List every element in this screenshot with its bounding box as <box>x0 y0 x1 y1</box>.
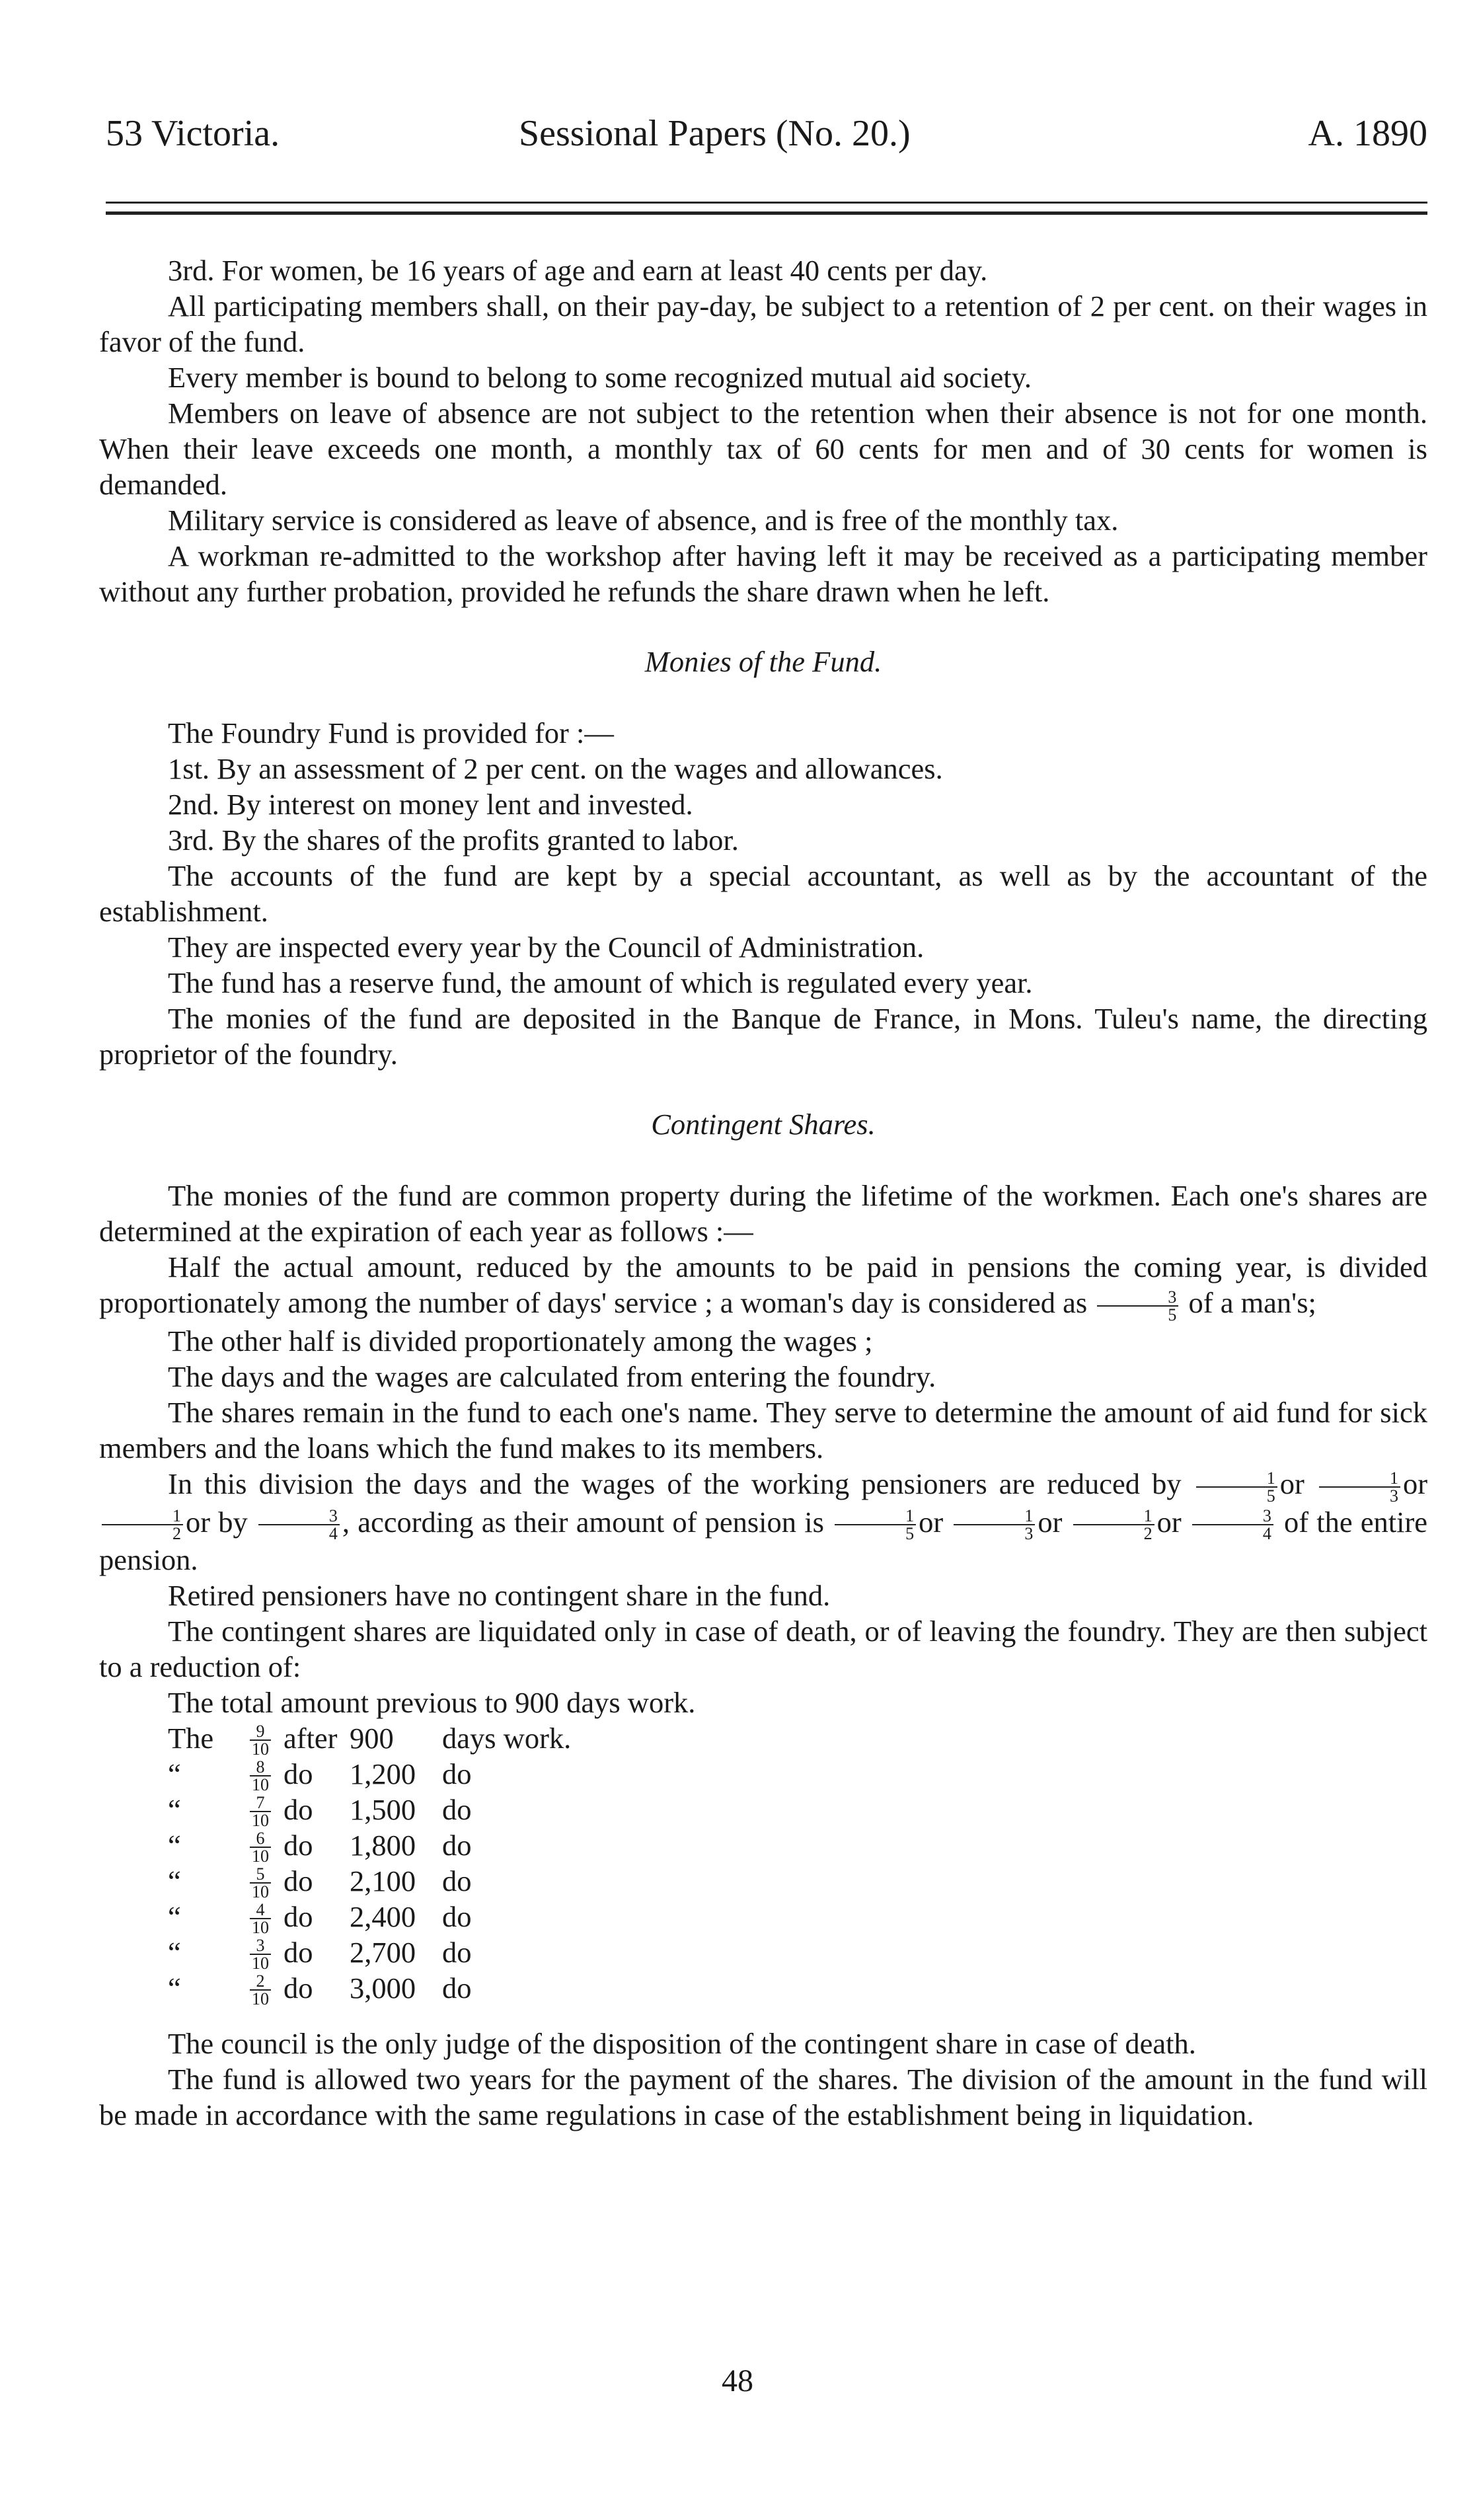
schedule-days: 2,400 <box>350 1900 416 1934</box>
paragraph: Retired pensioners have no contingent share in the fund. <box>168 1579 831 1613</box>
paragraph: The Foundry Fund is provided for :— <box>168 716 614 749</box>
fraction <box>1097 1289 1178 1323</box>
fraction-denominator: 10 <box>252 1775 269 1795</box>
schedule-row <box>168 1827 1427 1866</box>
schedule-days: 1,500 <box>350 1793 416 1827</box>
fraction-denominator: 5 <box>1266 1486 1275 1506</box>
schedule-word: after <box>284 1722 338 1755</box>
schedule-word: do <box>284 1900 313 1934</box>
paragraph-text: or <box>1156 1505 1182 1539</box>
header-year: A. 1890 <box>1308 113 1427 154</box>
paragraph: The contingent shares are liquidated only in case of death, or of leaving the foundry. They are then subject to a reduction of: <box>99 1615 1427 1684</box>
fraction-numerator: 1 <box>954 1508 1035 1525</box>
schedule-days: 2,100 <box>350 1864 416 1898</box>
schedule-fraction <box>237 1826 284 1864</box>
fraction-numerator: 1 <box>835 1508 916 1525</box>
reduction-schedule <box>168 1720 1427 2009</box>
header-rule-thick <box>106 211 1427 215</box>
fraction-denominator: 10 <box>252 1989 269 2009</box>
fraction <box>250 1937 271 1971</box>
paragraph: Members on leave of absence are not subject to the retention when their absence is not for one month. When their leave exceeds one month, a monthly tax of 60 cents for men and of 30 cents for women is demanded. <box>99 397 1427 501</box>
fraction-denominator: 3 <box>1389 1486 1398 1506</box>
fraction <box>1073 1508 1154 1542</box>
fraction-denominator: 10 <box>252 1882 269 1902</box>
paragraph: All participating members shall, on their pay-day, be subject to a retention of 2 per cent. on their wages in favor of the fund. <box>99 289 1427 358</box>
fraction <box>1192 1508 1273 1542</box>
schedule-prefix: “ <box>168 1900 181 1934</box>
schedule-days: 2,700 <box>350 1936 416 1969</box>
fraction <box>1319 1470 1400 1504</box>
schedule-row <box>168 1756 1427 1795</box>
header-volume: 53 Victoria. <box>106 113 280 154</box>
fraction-numerator: 3 <box>1097 1289 1178 1307</box>
fraction-denominator: 10 <box>252 1954 269 1973</box>
schedule-row <box>168 1970 1427 2009</box>
section-heading-monies: Monies of the Fund. <box>644 645 882 678</box>
page-body <box>99 252 1427 2133</box>
fraction-denominator: 10 <box>252 1918 269 1938</box>
fraction-numerator: 3 <box>258 1508 340 1525</box>
fraction <box>250 1866 271 1900</box>
schedule-fraction <box>237 1969 284 2007</box>
fraction <box>1196 1470 1277 1504</box>
schedule-word: do <box>284 1971 313 2005</box>
schedule-fraction <box>237 1897 284 1936</box>
paragraph-half-amount <box>99 1249 1427 1323</box>
paragraph-text: of the entire pension. <box>99 1505 1428 1577</box>
schedule-prefix: “ <box>168 1971 181 2005</box>
fraction-denominator: 5 <box>905 1524 915 1544</box>
paragraph-text: , according as their amount of pension is <box>342 1505 824 1539</box>
schedule-row <box>168 1792 1427 1831</box>
header-rule-thin <box>106 202 1427 204</box>
paragraph: The days and the wages are calculated from entering the foundry. <box>168 1359 936 1393</box>
fraction-denominator: 4 <box>328 1524 338 1544</box>
paragraph-text: In this division the days and the wages of the working pensioners are reduced by <box>168 1467 1182 1500</box>
schedule-days: 900 <box>350 1722 394 1755</box>
paragraph-text: Half the actual amount, reduced by the amounts to be paid in pensions the coming year, is divided proportionately among the number of days' service ; a woman's day is considered as <box>99 1250 1427 1319</box>
fraction-numerator: 3 <box>250 1937 271 1955</box>
fraction <box>250 1794 271 1829</box>
paragraph-text: or <box>919 1505 944 1539</box>
schedule-fraction <box>237 1790 284 1829</box>
schedule-row <box>168 1934 1427 1973</box>
fraction-numerator: 1 <box>1196 1470 1277 1488</box>
schedule-suffix: do <box>442 1900 472 1934</box>
paragraph: The total amount previous to 900 days work. <box>168 1686 696 1720</box>
fraction <box>954 1508 1035 1542</box>
schedule-fraction <box>237 1933 284 1971</box>
fraction-numerator: 1 <box>102 1508 183 1525</box>
schedule-days: 3,000 <box>350 1971 416 2005</box>
paragraph: The fund is allowed two years for the payment of the shares. The division of the amount in the fund will be made in accordance with the same regulations in case of the establishment being in liquidation. <box>99 2063 1427 2132</box>
paragraph-text: or <box>1038 1505 1063 1539</box>
fraction-denominator: 5 <box>1168 1305 1177 1324</box>
schedule-word: do <box>284 1829 313 1862</box>
paragraph: The accounts of the fund are kept by a special accountant, as well as by the accountant of the establishment. <box>99 859 1427 928</box>
schedule-prefix: “ <box>168 1757 181 1791</box>
schedule-days: 1,800 <box>350 1829 416 1862</box>
fraction-numerator: 7 <box>250 1794 271 1812</box>
fraction <box>258 1508 340 1542</box>
fraction-numerator: 3 <box>1192 1508 1273 1525</box>
fraction-denominator: 10 <box>252 1811 269 1831</box>
fraction-denominator: 2 <box>172 1524 181 1544</box>
fraction <box>102 1508 183 1542</box>
schedule-fraction <box>237 1719 284 1757</box>
fraction <box>250 1901 271 1936</box>
fraction-denominator: 10 <box>252 1739 269 1759</box>
schedule-prefix: The <box>168 1722 214 1755</box>
schedule-fraction <box>237 1755 284 1793</box>
fraction-numerator: 6 <box>250 1830 271 1848</box>
schedule-suffix: do <box>442 1793 472 1827</box>
paragraph: The fund has a reserve fund, the amount of which is regulated every year. <box>168 966 1033 999</box>
schedule-prefix: “ <box>168 1936 181 1969</box>
page-number: 48 <box>722 2363 753 2398</box>
schedule-word: do <box>284 1757 313 1791</box>
fraction-numerator: 5 <box>250 1866 271 1884</box>
paragraph: 2nd. By interest on money lent and invested. <box>168 788 693 821</box>
paragraph-text: or <box>1279 1467 1305 1500</box>
fraction <box>250 1830 271 1864</box>
schedule-days: 1,200 <box>350 1757 416 1791</box>
paragraph: 1st. By an assessment of 2 per cent. on the wages and allowances. <box>168 752 943 785</box>
fraction-denominator: 10 <box>252 1847 269 1866</box>
paragraph: 3rd. By the shares of the profits granted to labor. <box>168 823 739 857</box>
fraction-numerator: 2 <box>250 1973 271 1991</box>
paragraph: Military service is considered as leave of absence, and is free of the monthly tax. <box>168 504 1119 537</box>
fraction-numerator: 1 <box>1073 1508 1154 1525</box>
fraction-denominator: 3 <box>1024 1524 1034 1544</box>
schedule-suffix: do <box>442 1864 472 1898</box>
fraction <box>250 1723 271 1757</box>
paragraph: The shares remain in the fund to each one's name. They serve to determine the amount of aid fund for sick members and the loans which the fund makes to its members. <box>99 1395 1427 1465</box>
section-heading-contingent: Contingent Shares. <box>651 1108 876 1141</box>
fraction <box>250 1973 271 2007</box>
fraction-denominator: 2 <box>1143 1524 1153 1544</box>
schedule-suffix: do <box>442 1971 472 2005</box>
paragraph: They are inspected every year by the Council of Administration. <box>168 931 925 964</box>
fraction <box>250 1759 271 1793</box>
paragraph: 3rd. For women, be 16 years of age and earn at least 40 cents per day. <box>168 254 988 287</box>
paragraph: The other half is divided proportionately among the wages ; <box>168 1324 873 1357</box>
schedule-row <box>168 1899 1427 1938</box>
schedule-row <box>168 1863 1427 1902</box>
schedule-prefix: “ <box>168 1793 181 1827</box>
schedule-fraction <box>237 1862 284 1900</box>
running-header <box>106 112 1427 172</box>
paragraph: Every member is bound to belong to some recognized mutual aid society. <box>168 361 1032 394</box>
paragraph: The monies of the fund are deposited in the Banque de France, in Mons. Tuleu's name, the directing proprietor of the foundry. <box>99 1002 1427 1071</box>
schedule-suffix: do <box>442 1829 472 1862</box>
schedule-suffix: do <box>442 1757 472 1791</box>
fraction-numerator: 1 <box>1319 1470 1400 1488</box>
fraction <box>835 1508 916 1542</box>
paragraph-division <box>99 1466 1427 1578</box>
schedule-word: do <box>284 1864 313 1898</box>
paragraph-text: of a man's; <box>1188 1286 1316 1319</box>
paragraph: The council is the only judge of the disposition of the contingent share in case of death. <box>168 2027 1196 2061</box>
paragraph: The monies of the fund are common property during the lifetime of the workmen. Each one's shares are determined at the expiration of each year as follows :— <box>99 1179 1427 1248</box>
schedule-row <box>168 1720 1427 1759</box>
schedule-word: do <box>284 1936 313 1969</box>
paragraph-text: or <box>1402 1467 1428 1500</box>
schedule-suffix: days work. <box>442 1722 572 1755</box>
header-title: Sessional Papers (No. 20.) <box>519 113 911 154</box>
fraction-numerator: 8 <box>250 1759 271 1776</box>
fraction-numerator: 9 <box>250 1723 271 1741</box>
schedule-suffix: do <box>442 1936 472 1969</box>
fraction-denominator: 4 <box>1262 1524 1271 1544</box>
schedule-prefix: “ <box>168 1829 181 1862</box>
schedule-word: do <box>284 1793 313 1827</box>
paragraph: A workman re-admitted to the workshop after having left it may be received as a participating member without any further probation, provided he refunds the share drawn when he left. <box>99 539 1427 608</box>
fraction-numerator: 4 <box>250 1901 271 1919</box>
paragraph-text: or by <box>186 1505 248 1539</box>
schedule-prefix: “ <box>168 1864 181 1898</box>
